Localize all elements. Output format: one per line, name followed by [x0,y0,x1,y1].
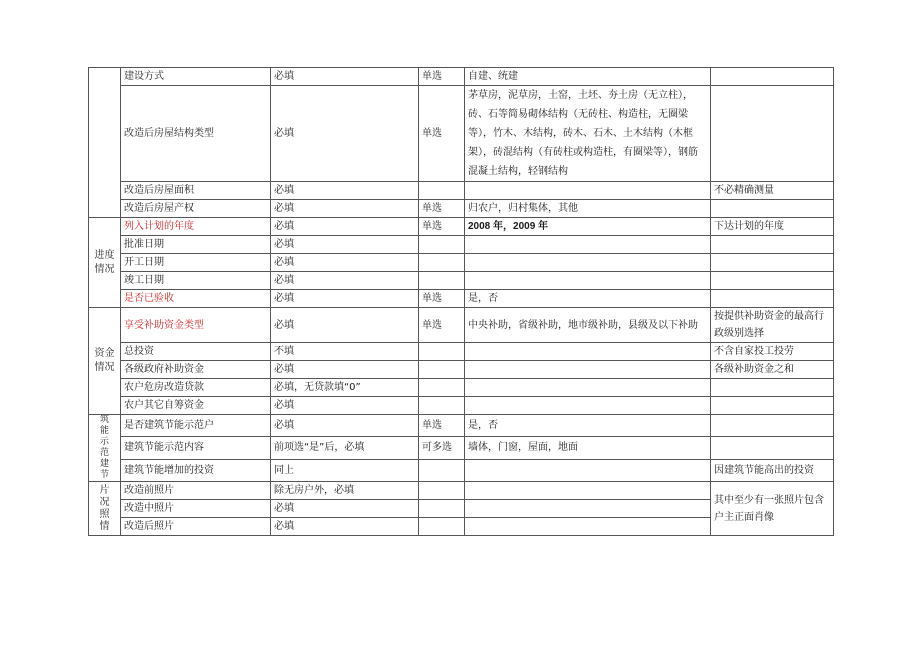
field-name: 开工日期 [121,254,271,272]
field-name: 农户其它自筹资金 [121,397,271,415]
table-row [89,415,834,437]
section-label: 片 况 照 情 [89,482,121,536]
selection-type [419,500,465,518]
note: 不含自家投工投劳 [711,343,834,361]
selection-type: 单选 [419,415,465,437]
section-label [89,68,121,218]
form-fields-table [88,67,834,536]
table-row [89,200,834,218]
options: 是，否 [465,290,711,308]
selection-type [419,397,465,415]
note: 各级补助资金之和 [711,361,834,379]
note [711,379,834,397]
field-name: 改造前照片 [121,482,271,500]
field-name: 改造后房屋面积 [121,182,271,200]
note [711,236,834,254]
requirement: 必填 [271,182,419,200]
requirement: 必填 [271,500,419,518]
requirement: 除无房户外，必填 [271,482,419,500]
options [465,500,711,518]
table-row [89,218,834,236]
requirement: 必填 [271,308,419,343]
note [711,272,834,290]
note [711,437,834,459]
selection-type [419,236,465,254]
note [711,200,834,218]
requirement: 必填 [271,272,419,290]
field-name: 改造后房屋结构类型 [121,86,271,182]
note [711,86,834,182]
requirement: 必填 [271,361,419,379]
note [711,415,834,437]
field-name: 农户危房改造贷款 [121,379,271,397]
table-row [89,343,834,361]
table-row [89,308,834,343]
requirement: 必填 [271,218,419,236]
requirement: 必填 [271,254,419,272]
selection-type [419,459,465,481]
requirement: 必填 [271,397,419,415]
section-label: 进度 情况 [89,218,121,308]
field-name: 列入计划的年度 [121,218,271,236]
note [711,68,834,86]
requirement: 必填 [271,518,419,536]
selection-type: 单选 [419,308,465,343]
options [465,254,711,272]
requirement: 同上 [271,459,419,481]
options [465,459,711,481]
requirement: 必填 [271,415,419,437]
selection-type [419,254,465,272]
table-row [89,236,834,254]
selection-type [419,272,465,290]
selection-type: 单选 [419,218,465,236]
options [465,482,711,500]
field-name: 享受补助资金类型 [121,308,271,343]
note: 下达计划的年度 [711,218,834,236]
selection-type: 单选 [419,86,465,182]
options: 自建、统建 [465,68,711,86]
options [465,397,711,415]
selection-type [419,379,465,397]
table-row [89,272,834,290]
field-name: 改造后照片 [121,518,271,536]
field-name: 是否已验收 [121,290,271,308]
options: 归农户，归村集体，其他 [465,200,711,218]
requirement: 必填，无贷款填“0” [271,379,419,397]
note: 不必精确测量 [711,182,834,200]
selection-type: 单选 [419,68,465,86]
field-name: 改造后房屋产权 [121,200,271,218]
field-name: 建设方式 [121,68,271,86]
field-name: 建筑节能增加的投资 [121,459,271,481]
requirement: 前项选“是”后，必填 [271,437,419,459]
table-row [89,437,834,459]
field-name: 竣工日期 [121,272,271,290]
selection-type: 单选 [419,290,465,308]
note [711,254,834,272]
options [465,236,711,254]
field-name: 批准日期 [121,236,271,254]
field-name: 建筑节能示范内容 [121,437,271,459]
field-name: 总投资 [121,343,271,361]
options [465,272,711,290]
table-row [89,459,834,481]
note: 按提供补助资金的最高行政级别选择 [711,308,834,343]
note [711,397,834,415]
options [465,518,711,536]
selection-type [419,182,465,200]
section-label: 筑 能 示 范 建 节 [89,415,121,482]
table-row [89,379,834,397]
table-row [89,397,834,415]
table-row [89,482,834,500]
note: 其中至少有一张照片包含户主正面肖像 [711,482,834,536]
requirement: 必填 [271,236,419,254]
field-name: 是否建筑节能示范户 [121,415,271,437]
selection-type: 可多选 [419,437,465,459]
options [465,361,711,379]
note: 因建筑节能高出的投资 [711,459,834,481]
requirement: 必填 [271,290,419,308]
requirement: 必填 [271,200,419,218]
section-label: 资金 情况 [89,308,121,415]
selection-type [419,361,465,379]
field-name: 各级政府补助资金 [121,361,271,379]
selection-type: 单选 [419,200,465,218]
options: 墙体，门窗，屋面，地面 [465,437,711,459]
note [711,290,834,308]
table-row [89,254,834,272]
table-row [89,86,834,182]
selection-type [419,343,465,361]
options [465,343,711,361]
selection-type [419,482,465,500]
requirement: 必填 [271,68,419,86]
options [465,182,711,200]
table-row [89,182,834,200]
table-row [89,68,834,86]
options: 2008 年，2009 年 [465,218,711,236]
table-row [89,361,834,379]
selection-type [419,518,465,536]
requirement: 必填 [271,86,419,182]
field-name: 改造中照片 [121,500,271,518]
options: 中央补助，省级补助，地市级补助，县级及以下补助 [465,308,711,343]
table-row [89,290,834,308]
options: 是，否 [465,415,711,437]
options: 茅草房，泥草房，土窑，土坯、夯土房（无立柱），砖、石等简易砌体结构（无砖柱、构造柱，无圈梁等），竹木、木结构，砖木、石木、土木结构（木框架），砖混结构（有砖柱或构造柱，有圈梁等），钢筋混凝土结构，轻钢结构 [465,86,711,182]
options [465,379,711,397]
requirement: 不填 [271,343,419,361]
